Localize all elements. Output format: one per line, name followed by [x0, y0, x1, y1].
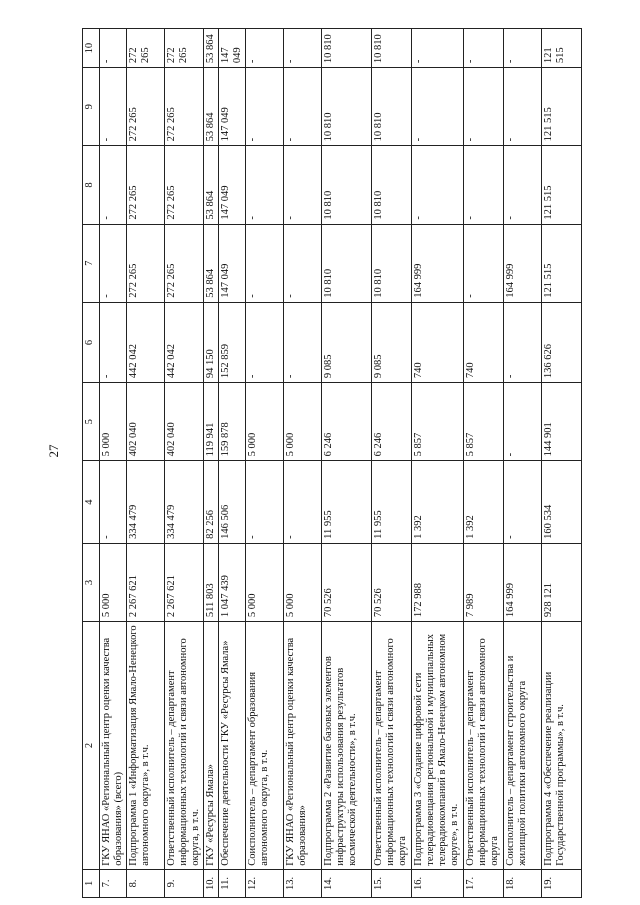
value-cell: -	[246, 224, 284, 302]
row-name: ГКУ «Ресурсы Ямала»	[204, 622, 219, 870]
row-number: 11.	[219, 869, 246, 897]
value-cell: 53 864	[204, 68, 219, 146]
value-cell: 121 515	[542, 68, 582, 146]
row-number: 19.	[542, 869, 582, 897]
value-cell: -	[412, 68, 464, 146]
value-cell: 9 085	[372, 302, 412, 382]
value-cell: -	[100, 29, 127, 68]
row-name: Ответственный исполнитель – департамент информационных технологий и связи автономного округа	[464, 622, 504, 870]
value-cell: 1 392	[464, 461, 504, 544]
header-row	[83, 29, 100, 898]
table-row	[542, 29, 582, 898]
value-cell: -	[100, 68, 127, 146]
row-number: 7.	[100, 869, 127, 897]
row-name: Обеспечение деятельности ГКУ «Ресурсы Ямала»	[219, 622, 246, 870]
value-cell: 172 988	[412, 543, 464, 621]
value-cell: 119 941	[204, 383, 219, 461]
row-number: 18.	[504, 869, 542, 897]
table-row	[127, 29, 165, 898]
value-cell: -	[504, 461, 542, 544]
value-cell: -	[100, 302, 127, 382]
table-row	[204, 29, 219, 898]
value-cell: 147 049	[219, 146, 246, 224]
value-cell: 5 000	[246, 543, 284, 621]
value-cell: -	[504, 146, 542, 224]
value-cell: 7 989	[464, 543, 504, 621]
value-cell: 5 000	[100, 383, 127, 461]
value-cell: 53 864	[204, 29, 219, 68]
value-cell: 144 901	[542, 383, 582, 461]
row-name: Подпрограмма 4 «Обеспечение реализации Государственной программы», в т.ч.	[542, 622, 582, 870]
value-cell: 10 810	[322, 224, 372, 302]
value-cell: 10 810	[322, 29, 372, 68]
value-cell: -	[100, 224, 127, 302]
value-cell: 5 857	[412, 383, 464, 461]
table-row	[219, 29, 246, 898]
value-cell: 511 803	[204, 543, 219, 621]
value-cell: 442 042	[165, 302, 204, 382]
column-header: 6	[83, 302, 100, 382]
value-cell: -	[284, 224, 322, 302]
table-row	[412, 29, 464, 898]
value-cell: 5 857	[464, 383, 504, 461]
table-row	[464, 29, 504, 898]
value-cell: 272 265	[165, 68, 204, 146]
table-row	[100, 29, 127, 898]
value-cell: 146 506	[219, 461, 246, 544]
value-cell: 147 049	[219, 68, 246, 146]
row-number: 12.	[246, 869, 284, 897]
value-cell: -	[284, 29, 322, 68]
table-row	[322, 29, 372, 898]
value-cell: 928 121	[542, 543, 582, 621]
value-cell: -	[412, 29, 464, 68]
value-cell: -	[504, 383, 542, 461]
value-cell: 53 864	[204, 146, 219, 224]
value-cell: 740	[412, 302, 464, 382]
value-cell: 70 526	[372, 543, 412, 621]
value-cell: 11 955	[372, 461, 412, 544]
column-header: 5	[83, 383, 100, 461]
value-cell: 10 810	[372, 224, 412, 302]
row-name: ГКУ ЯНАО «Региональный центр оценки качества образования» (всего)	[100, 622, 127, 870]
value-cell: 82 256	[204, 461, 219, 544]
value-cell: 272 265	[165, 29, 204, 68]
row-name: Соисполнитель – департамент образования автономного округа, в т.ч.	[246, 622, 284, 870]
value-cell: -	[246, 461, 284, 544]
table-row	[372, 29, 412, 898]
value-cell: 10 810	[372, 68, 412, 146]
value-cell: 136 626	[542, 302, 582, 382]
value-cell: 121 515	[542, 146, 582, 224]
column-header: 10	[83, 29, 100, 68]
row-name: Ответственный исполнитель – департамент информационных технологий и связи автономного округа, в т.ч.	[165, 622, 204, 870]
value-cell: -	[100, 461, 127, 544]
value-cell: 159 878	[219, 383, 246, 461]
row-number: 14.	[322, 869, 372, 897]
value-cell: -	[464, 29, 504, 68]
value-cell: 442 042	[127, 302, 165, 382]
value-cell: 70 526	[322, 543, 372, 621]
value-cell: 2 267 621	[127, 543, 165, 621]
value-cell: -	[504, 302, 542, 382]
row-name: Подпрограмма 2 «Развитие базовых элементов инфраструктуры использования результатов космической деятельности», в т.ч.	[322, 622, 372, 870]
row-number: 9.	[165, 869, 204, 897]
value-cell: -	[504, 68, 542, 146]
value-cell: 164 999	[504, 224, 542, 302]
value-cell: 10 810	[372, 146, 412, 224]
column-header: 2	[83, 622, 100, 870]
value-cell: -	[246, 29, 284, 68]
value-cell: -	[284, 68, 322, 146]
value-cell: -	[464, 224, 504, 302]
value-cell: 6 246	[372, 383, 412, 461]
value-cell: 334 479	[127, 461, 165, 544]
value-cell: -	[284, 461, 322, 544]
value-cell: 272 265	[127, 224, 165, 302]
value-cell: -	[284, 302, 322, 382]
value-cell: 53 864	[204, 224, 219, 302]
value-cell: 164 999	[412, 224, 464, 302]
value-cell: 272 265	[127, 29, 165, 68]
value-cell: 402 040	[127, 383, 165, 461]
value-cell: 9 085	[322, 302, 372, 382]
budget-table	[82, 28, 582, 898]
value-cell: -	[412, 146, 464, 224]
row-name: Подпрограмма 1 «Информатизация Ямало-Ненецкого автономного округа», в т.ч.	[127, 622, 165, 870]
value-cell: 94 150	[204, 302, 219, 382]
value-cell: -	[100, 146, 127, 224]
page-number: 27	[46, 444, 61, 458]
column-header: 8	[83, 146, 100, 224]
table-row	[504, 29, 542, 898]
budget-table-container	[82, 28, 624, 898]
value-cell: 272 265	[127, 146, 165, 224]
column-header: 9	[83, 68, 100, 146]
row-name: Ответственный исполнитель – департамент информационных технологий и связи автономного округа	[372, 622, 412, 870]
value-cell: -	[246, 68, 284, 146]
value-cell: 1 047 439	[219, 543, 246, 621]
column-header: 1	[83, 869, 100, 897]
value-cell: 121 515	[542, 224, 582, 302]
table-row	[165, 29, 204, 898]
row-name: ГКУ ЯНАО «Региональный центр оценки качества образования»	[284, 622, 322, 870]
table-body	[100, 29, 582, 898]
row-number: 17.	[464, 869, 504, 897]
row-number: 13.	[284, 869, 322, 897]
value-cell: -	[464, 68, 504, 146]
column-header: 3	[83, 543, 100, 621]
row-name: Подпрограмма 3 «Создание цифровой сети телерадиовещания региональной и муниципальных телерадиокомпаний в Ямало-Ненецком автономном округе», в т.ч.	[412, 622, 464, 870]
value-cell: 6 246	[322, 383, 372, 461]
value-cell: 5 000	[100, 543, 127, 621]
value-cell: 147 049	[219, 29, 246, 68]
value-cell: -	[246, 302, 284, 382]
value-cell: 10 810	[322, 146, 372, 224]
value-cell: 272 265	[165, 224, 204, 302]
value-cell: 10 810	[322, 68, 372, 146]
value-cell: 740	[464, 302, 504, 382]
value-cell: 2 267 621	[165, 543, 204, 621]
value-cell: 152 859	[219, 302, 246, 382]
value-cell: 402 040	[165, 383, 204, 461]
value-cell: 160 534	[542, 461, 582, 544]
value-cell: -	[464, 146, 504, 224]
value-cell: 272 265	[165, 146, 204, 224]
row-number: 15.	[372, 869, 412, 897]
value-cell: 10 810	[372, 29, 412, 68]
column-header: 4	[83, 461, 100, 544]
value-cell: 11 955	[322, 461, 372, 544]
row-number: 10.	[204, 869, 219, 897]
table-row	[246, 29, 284, 898]
value-cell: 334 479	[165, 461, 204, 544]
value-cell: 5 000	[284, 543, 322, 621]
row-number: 16.	[412, 869, 464, 897]
value-cell: 1 392	[412, 461, 464, 544]
row-name: Соисполнитель – департамент строительства и жилищной политики автономного округа	[504, 622, 542, 870]
table-row	[284, 29, 322, 898]
value-cell: 272 265	[127, 68, 165, 146]
value-cell: -	[504, 29, 542, 68]
value-cell: 147 049	[219, 224, 246, 302]
value-cell: -	[246, 146, 284, 224]
value-cell: 5 000	[284, 383, 322, 461]
row-number: 8.	[127, 869, 165, 897]
value-cell: -	[284, 146, 322, 224]
column-header: 7	[83, 224, 100, 302]
value-cell: 121 515	[542, 29, 582, 68]
value-cell: 164 999	[504, 543, 542, 621]
value-cell: 5 000	[246, 383, 284, 461]
